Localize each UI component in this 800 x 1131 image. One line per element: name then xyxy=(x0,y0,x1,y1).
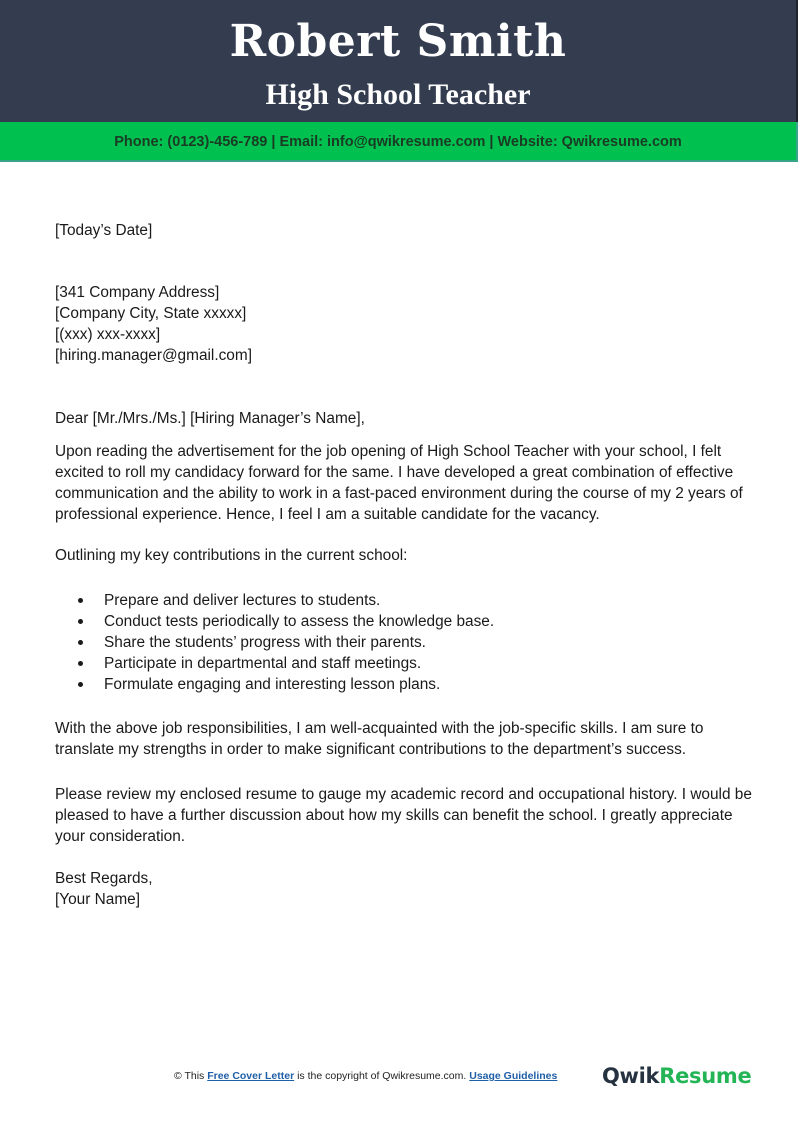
list-item-text: Prepare and deliver lectures to students. xyxy=(104,592,381,609)
paragraph-intro: Upon reading the advertisement for the job opening of High School Teacher with your school, I felt excited to roll my candidacy forward for the same. I have developed a great combination of effective communication and the ability to work in a fast-paced environment during the course of my 2 years of professional experience. Hence, I feel I am a suitable candidate for the vacancy. xyxy=(55,443,743,523)
bullet-icon xyxy=(78,661,83,666)
qwikresume-logo xyxy=(602,1062,751,1090)
list-item xyxy=(75,590,494,611)
list-item-text: Participate in departmental and staff meetings. xyxy=(104,655,422,672)
recipient-line: [hiring.manager@gmail.com] xyxy=(55,347,252,364)
list-item xyxy=(75,674,494,695)
contact-bar: Phone: (0123)-456-789 | Email: info@qwikresume.com | Website: Qwikresume.com xyxy=(0,122,798,162)
copyright-middle: is the copyright of Qwikresume.com. xyxy=(294,1070,470,1082)
list-intro: Outlining my key contributions in the current school: xyxy=(55,547,408,564)
recipient-line: [(xxx) xxx-xxxx] xyxy=(55,326,161,343)
list-item-text: Formulate engaging and interesting lesson plans. xyxy=(104,676,441,693)
usage-guidelines-link[interactable]: Usage Guidelines xyxy=(469,1070,558,1082)
list-item xyxy=(75,632,494,653)
paragraph-closing: Please review my enclosed resume to gauge my academic record and occupational history. I would be pleased to have a further discussion about how my skills can benefit the school. I greatly appreciate your consideration. xyxy=(55,786,752,845)
sign-off xyxy=(55,868,153,910)
contributions-list xyxy=(75,590,494,695)
applicant-name: Robert Smith xyxy=(229,16,567,67)
free-cover-letter-link[interactable]: Free Cover Letter xyxy=(207,1070,295,1082)
bullet-icon xyxy=(78,682,83,687)
bullet-icon xyxy=(78,619,83,624)
letter-date: [Today’s Date] xyxy=(55,222,153,239)
bullet-icon xyxy=(78,640,83,645)
recipient-line: [341 Company Address] xyxy=(55,284,220,301)
copyright-notice xyxy=(174,1069,557,1083)
logo-resume-text: Resume xyxy=(659,1064,752,1088)
signature-name: [Your Name] xyxy=(55,891,140,908)
job-title: High School Teacher xyxy=(265,78,531,111)
header-band xyxy=(0,0,798,122)
list-item xyxy=(75,611,494,632)
bullet-icon xyxy=(78,598,83,603)
closing-phrase: Best Regards, xyxy=(55,870,153,887)
paragraph-skills: With the above job responsibilities, I am well-acquainted with the job-specific skills. I am sure to translate my strengths in order to make significant contributions to the department’s success. xyxy=(55,720,704,758)
list-item xyxy=(75,653,494,674)
salutation: Dear [Mr./Mrs./Ms.] [Hiring Manager’s Name], xyxy=(55,410,365,427)
recipient-line: [Company City, State xxxxx] xyxy=(55,305,247,322)
list-item-text: Share the students’ progress with their parents. xyxy=(104,634,426,651)
copyright-prefix: © This xyxy=(174,1070,208,1082)
recipient-address xyxy=(55,282,252,366)
logo-qwik-text: Qwik xyxy=(602,1064,660,1088)
list-item-text: Conduct tests periodically to assess the knowledge base. xyxy=(104,613,495,630)
